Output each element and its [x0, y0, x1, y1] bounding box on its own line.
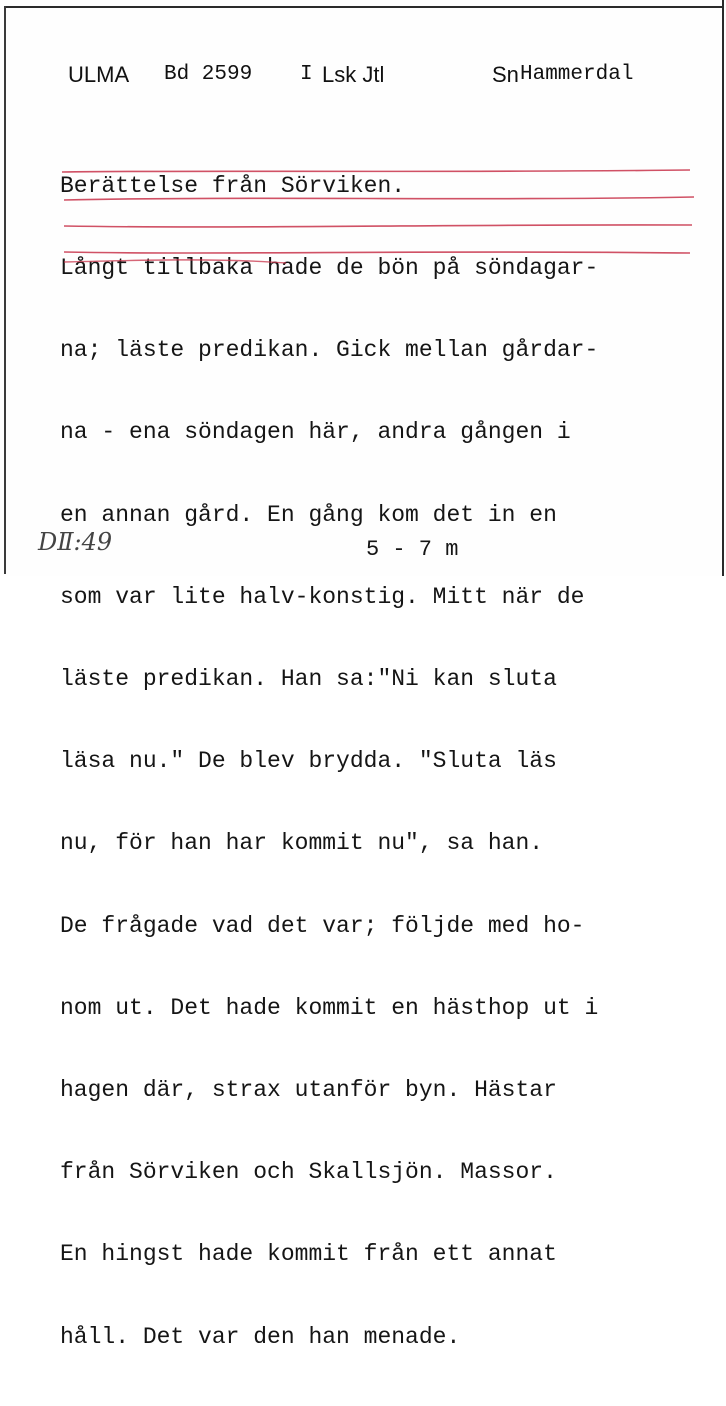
- parish-name: Hammerdal: [520, 63, 634, 86]
- story-line: na; läste predikan. Gick mellan gårdar-: [60, 337, 599, 364]
- page-range: 5 - 7 m: [366, 537, 459, 562]
- story-line: De frågade vad det var; följde med ho-: [60, 912, 585, 939]
- story-line: från Sörviken och Skallsjön. Massor.: [60, 1159, 557, 1186]
- story-line: nom ut. Det hade kommit en hästhop ut i: [60, 994, 599, 1021]
- story-line: läste predikan. Han sa:"Ni kan sluta: [60, 666, 557, 693]
- story-line: Långt tillbaka hade de bön på söndagar-: [60, 255, 599, 282]
- story-line: håll. Det var den han menade.: [60, 1323, 461, 1350]
- volume-number: Bd 2599: [164, 63, 253, 86]
- card-border-right: [722, 0, 724, 576]
- card-border-left: [4, 6, 6, 574]
- story-text: [60, 118, 710, 1406]
- parish-prefix: Sn: [492, 62, 519, 87]
- archive-code: ULMA: [68, 62, 130, 87]
- region-code: Lsk Jtl: [322, 62, 385, 87]
- card-border-top: [4, 6, 724, 8]
- story-line: nu, för han har kommit nu", sa han.: [60, 830, 544, 857]
- story-line: läsa nu." De blev brydda. "Sluta läs: [60, 748, 557, 775]
- story-line: Berättelse från Sörviken.: [60, 172, 406, 199]
- story-line: na - ena söndagen här, andra gången i: [60, 419, 571, 446]
- handwritten-signature: DⅡ:49: [38, 528, 113, 556]
- story-line: en annan gård. En gång kom det in en: [60, 501, 557, 528]
- story-line: som var lite halv-konstig. Mitt när de: [60, 583, 585, 610]
- story-line: hagen där, strax utanför byn. Hästar: [60, 1077, 557, 1104]
- story-line: En hingst hade kommit från ett annat: [60, 1241, 557, 1268]
- roman-numeral: I: [300, 63, 313, 86]
